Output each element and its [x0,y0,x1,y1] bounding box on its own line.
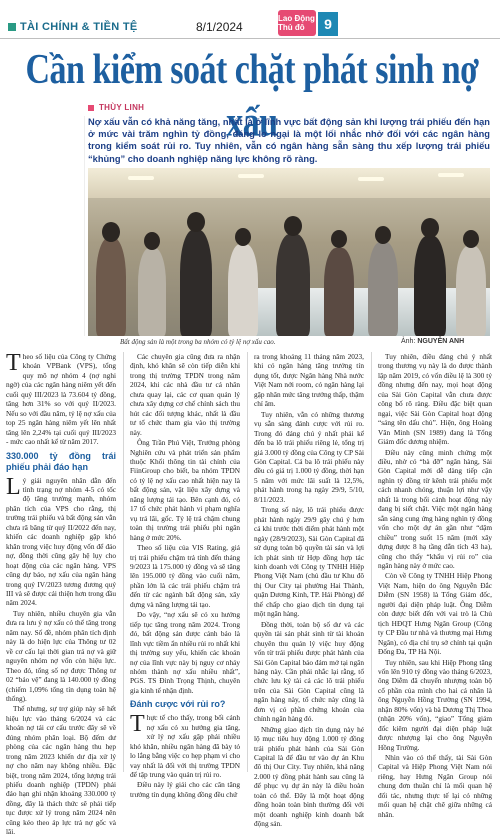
paragraph: Tuy nhiên, sau khi Hiệp Phong tăng vốn lên 910 tỷ đồng vào tháng 6/2023, ông Diễm đã chuyển nhượng toàn bộ cổ phần của mình cho hai cá nhân là ông Nguyễn Hồng Trường (SN 1994, nhận 80% vốn) và bà Dương Thị Thoa (nhận 20% vốn), “giao” Tổng giám đốc kiêm người đại diện pháp luật được nhượng lại cho ông Nguyễn Hồng Trường. [378,657,492,752]
ceiling-light [358,177,384,181]
paragraph: ra trong khoảng 11 tháng năm 2023, khi có ngân hàng tăng trưởng tín dụng tốt, được Ngân hàng Nhà nước Việt Nam nới room, có ngân hàng lại gặp nhân mức tăng trưởng thấp, thậm chí âm. [254,352,364,409]
paragraph [6,352,116,447]
person-figure [276,234,310,336]
column-divider [371,352,372,772]
person-figure [228,244,258,336]
article-headline: Cần kiểm soát chặt phát sinh nợ xấu [25,46,479,146]
column-2 [130,352,240,799]
person-head [284,216,302,236]
drop-cap: T [130,711,145,738]
paragraph: Đồng thời, toàn bộ số dư và các quyền tài sản phát sinh từ tài khoản chuyên thu quản lý việc huy động vốn từ trái phiếu được phát hành của Sài Gòn Capital bảo đảm mở tại ngân hàng này. Cần phải nhắc lại rằng, tổ chức lưu ký tài cả các lô trái phiếu trên của Sài Gòn Capital cũng là ngân hàng này, tổ chức này cũng là đơn vị có phần chứng khoán của chính ngân hàng đó. [254,619,364,724]
person-head [144,232,160,250]
paragraph: Những giao dịch tín dụng này hé lộ mục tiêu huy động 1.000 tỷ đồng trái phiếu phát hành của Sài Gòn Capital là để đầu tư vào dự án Khu đô thị Our City. Tuy nhiên, khả năng 2.000 tỷ đồng phát hành sau cũng là để phục vụ dự án này là điều hoàn toàn có thể. Đây là một hoạt động đồng hoàn toàn bình thường đối với một doanh nghiệp kinh doanh bất động sản. [254,724,364,829]
person-head [463,230,479,248]
column-4 [378,352,492,819]
paragraph: Điều này lý giải cho các cân tăng trưởng tín dụng không đồng đều chứ [130,780,240,799]
paragraph-text: ý giải nguyên nhân dẫn đến tình trạng nợ nhóm 4-5 có tốc độ tăng trưởng mạnh, nhóm phân tích của VPS cho rằng, thị trường trái phiếu và bất động sản vẫn chưa rã băng từ quý II/2022 đến nay, khiến các doanh nghiệp gặp khó khăn trong việc huy động vốn để đáo nợ, đồng thời cũng gây hệ lụy cho hoạt động của các ngân hàng. VPS cũng dự báo, nợ xấu của ngân hàng trong quý IV/2023 tương đương quý III và sẽ được cải thiện hơn trong đầu năm 2024. [6,475,116,608]
ceiling-light [128,176,154,180]
section-marker-icon [8,23,16,31]
person-figure [456,246,486,336]
person-head [187,212,205,232]
paragraph: Tuy nhiên, điều đáng chú ý nhất trong thương vụ này là do được thành lập năm 2019, có vốn điều lệ là 300 tỷ đồng nhưng đến nay, mọi hoạt động của Sài Gòn Capital vẫn chưa được công bố rõ ràng. Điều đặc biệt quan ngại, việc Sài Gòn Capital hoạt động “sáng tên dấu chủ”. Hiện, ông Hoàng Văn Minh (SN 1989) đang là Tổng Giám đốc dương nhiệm. [378,352,492,447]
person-figure [414,236,446,336]
author-name: THÙY LINH [99,103,145,112]
photo-credit-label: Ảnh: [401,338,416,345]
paragraph-text: hực tế cho thấy, trong bối cảnh nợ xấu có xu hướng gia tăng, xử lý nợ xấu gặp phải nhiều khó khăn, nhiều ngân hàng đã bày tỏ lo lắng bằng việc co hẹp phạm vi cho vay nhất là đối với thị trường TPDN để tập trung vào quản trị rủi ro. [130,713,240,780]
paragraph: Thế nhưng, sự trợ giúp này sẽ hết hiệu lực vào tháng 6/2024 và các khoản nợ tái cơ cấu trước đây sẽ về đúng nhóm phân loại. Bộ đếm dư phòng của các ngân hàng thu hẹp trong năm 2023 khiến dư địa xử lý nợ cho năm nay không nhiều. Đặc biệt, trong năm 2024, tổng lượng trái phiếu doanh nghiệp (TPDN) phải đáo hạn ghi nhận khoảng 330.000 tỷ đồng, đây là thách thức sẽ phải tiếp tục được xử lý trong năm 2024 nên cũng kéo theo áp lực trả nợ gốc và lãi. [6,704,116,837]
drop-cap: L [6,473,21,500]
header-divider [0,38,500,39]
paragraph [130,713,240,779]
article-body [6,350,496,837]
person-figure [368,242,398,336]
section-subheading: 330.000 tỷ đồng trái phiếu phải đáo hạn [6,450,116,472]
logo-text: Lao Động Thủ đô [278,14,315,32]
section-tag [8,20,138,34]
photo-ceiling [88,168,490,198]
person-head [421,218,439,238]
column-3 [254,352,364,829]
paragraph [6,473,116,608]
newspaper-logo [278,10,316,36]
paragraph: Do vậy, “nợ xấu sẽ có xu hướng tiếp tục tăng trong năm 2024. Trong đó, bất động sản được cảnh báo là lĩnh vực tiềm ẩn nhiều rủi ro nhất khi thị trường suy yếu, khiến các khoản nợ của lĩnh vực này bị nguy cơ nhảy nhóm thành nợ xấu nhiều nhất”, PGS. TS Đinh Trọng Thịnh, chuyên gia kinh tế nhận định. [130,610,240,695]
paragraph: Ông Trần Phú Việt, Trưởng phòng Nghiên cứu và phát triển sản phẩm thuộc Khối thông tin tài chính của FiinGroup cho biết, ba nhóm TPDN có tỷ lệ nợ xấu cao nhất hiện nay là bất động sản, vật liệu xây dựng và năng lượng tái tạo. Bên cạnh đó, có 17 tổ chức phát hành vi phạm nghĩa vụ trả lãi, gốc. Tỷ lệ trả chậm chung toàn thị trường trái phiếu phi ngân hàng ở mức 20%. [130,438,240,542]
ceiling-light [438,173,464,177]
paragraph: Tuy nhiên, nhiều chuyên gia vẫn đưa ra lưu ý nợ xấu có thể tăng trong năm nay. Số đề, nhóm phân tích định này là do hiện lực của Thông tư 02 về cơ cấu lại thời gian trả nợ và giữ nguyên nhóm nợ vốn còn hiệu lực. Theo đó, tổng số nợ được Thông tư 02 “bảo vệ” đang là 140.000 tỷ đồng (chiếm 1,09% tổng tín dụng toàn hệ thống). [6,608,116,703]
person-figure [324,248,354,336]
section-subheading: Đánh cược với rủi ro? [130,699,226,710]
paragraph: Nhìn vào có thể thấy, tài Sài Gòn Capital và Hiệp Phong Việt Nam nói riêng, hay Hưng Ngân Group nói chung đơn thuần chỉ là mối quan hệ đối tác, nhưng thực tế lại có những mối quan hệ chặt chẽ giữa những cá nhân. [378,753,492,819]
issue-date: 8/1/2024 [196,20,243,34]
person-figure [96,238,126,336]
paragraph: Tuy nhiên, vẫn có những thương vụ sẵn sàng đánh cược với rủi ro. Trong đó đáng chú ý nhất phải kể đến ba lô trái phiếu riêng lẻ, tổng trị giá 3.000 tỷ đồng của Công ty CP Sài Gòn Capital. Cả ba lô trái phiếu này đều có giá trị 1.000 tỷ đồng, thời hạn 5 năm với mức lãi suất là 12,5%, phát hành trong hạ ngày 29/9, 5/10, 8/11/2023. [254,409,364,504]
paragraph: Trong số này, lô trái phiếu được phát hành ngày 29/9 gây chú ý hơn cả khi trước thời điểm phát hành một ngày (28/9/2023), Sài Gòn Capital đã sử dụng toàn bộ quyền tài sản và lợi ích phát sinh từ Hợp đồng hợp tác kinh doanh với Công ty TNHH Hiệp Phong Việt Nam (chủ đầu tư Khu đô thị Our City tại phường Hai Thành, quận Dương Kinh, TP. Hải Phòng) để thế chấp cho giao dịch tín dụng tại một ngân hàng. [254,505,364,619]
person-head [375,226,391,244]
left-margin-rule [84,116,85,336]
column-divider [247,352,248,772]
article-photo [88,168,490,336]
person-figure [138,248,166,336]
person-figure [180,230,212,336]
photo-credit-name: NGUYỄN ANH [417,338,465,345]
paragraph: Còn về Công ty TNHH Hiệp Phong Việt Nam, hiện do ông Nguyễn Đắc Diễm (SN 1958) là Tổng Giám đốc, người đại diện pháp luật. Ông Diễm còn được biết đến với vai trò là Chủ tịch HĐQT Hưng Ngân Group (Công ty CP Đầu tư nhà và thương mại Hưng Ngân), có địa chỉ trụ sở chính tại quận Đống Đa, TP Hà Nội. [378,571,492,657]
article-lead: Nợ xấu vẫn có khả năng tăng, nhất là ở lĩnh vực bất động sản khi lượng trái phiếu đến hạn ở mức vài trăm nghìn tỷ đồng, đáng lo ngại là một lối nhắc nhở đối với các ngân hàng trong kiểm soát rủi ro. Tuy nhiên, vẫn có ngân hàng sẵn sàng thu xếp lượng trái phiếu “khủng” cho doanh nghiệp năng lực không rõ ràng. [88,117,490,164]
section-label: TÀI CHÍNH & TIỀN TỆ [20,21,138,33]
paragraph: Các chuyên gia cũng đưa ra nhận định, khó khăn sẽ còn tiếp diễn khi trong thị trường TPDN trong năm 2024, khi các nhà đầu tư cá nhân chưa quay lại, các cơ quan quản lý chưa xây dựng cơ chế chính sách thu hút các đối tượng khác, nhất là đầu tư tổ chức tham gia vào thị trường này. [130,352,240,437]
paragraph: Điều này cũng minh chứng một điều, nhờ có “bà đỡ” ngân hàng, Sài Gòn Capital mới dễ dàng tiếp cận nghìn tỷ đồng từ kênh trái phiếu một cách nhanh chóng, thuận lợi như vậy nhất là trong bối cảnh hoạt động này đang bị siết chặt. Việc một ngân hàng sẵn sàng cung ứng hàng nghìn tỷ đồng vốn cho một dự án gần như “dậm chiều” trong suốt 15 năm (mới xây dựng được 8 hạ tầng dẫn tích 43 ha), cũng cho thấy “khẩu vị rủi ro” của ngân hàng này ở mức cao. [378,447,492,570]
photo-caption: Bất động sản là một trong ba nhóm có tỷ lệ nợ xấu cao. [120,338,276,346]
byline [88,103,144,112]
photo-credit [401,338,464,345]
person-head [331,230,347,248]
column-1 [6,350,116,837]
drop-cap: T [6,350,21,376]
paragraph-text: heo số liệu của Công ty Chứng khoán VPBank (VPS), tổng quy mô nợ nhóm 4 (nợ nghi ngờ) của các ngân hàng niêm yết đến cuối quý III/2023 là 73.604 tỷ đồng, tăng hơn 31% so với quý II/2023. Nếu so với đầu năm, tỷ lệ nợ xấu của top 25 ngân hàng niêm yết lên nhất tăng lên 2,24% tại cuối quý III/2023 - mức cao nhất kể từ năm 2017. [6,352,116,447]
ceiling-light [238,174,264,178]
page-number: 9 [318,12,338,36]
person-head [235,228,251,246]
column-divider [123,352,124,772]
paragraph: Theo số liệu của VIS Rating, giá trị trái phiếu chậm trả tính đến tháng 9/2023 là 175.000 tỷ đồng và sẽ tăng lên 195.000 tỷ đồng vào cuối năm, phần lớn là các trái phiếu chậm trả đến từ các ngành bất động sản, xây dựng và năng lượng tái tạo. [130,543,240,609]
byline-marker-icon [88,105,94,111]
person-head [102,222,120,242]
